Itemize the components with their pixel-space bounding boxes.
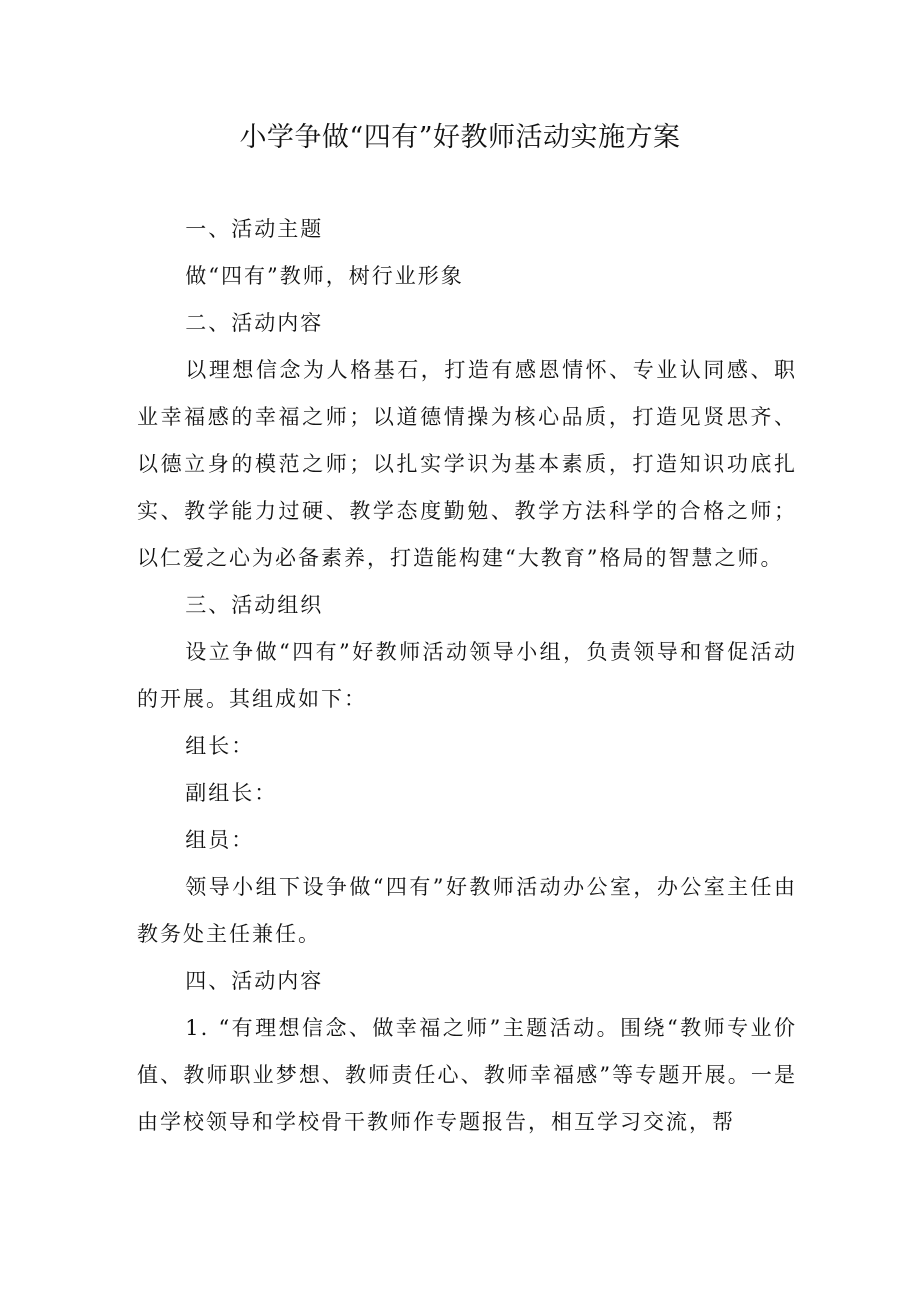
group-leader-line: 组长：: [185, 734, 255, 758]
document-body: [137, 206, 797, 1146]
members-line: 组员：: [185, 828, 255, 852]
section-heading-organization: 三、活动组织: [185, 593, 324, 617]
theme-text: 做“四有”教师，树行业形象: [185, 264, 464, 288]
office-paragraph: 领导小组下设争做“四有”好教师活动办公室，办公室主任由教务处主任兼任。: [137, 875, 797, 946]
section-heading-theme: 一、活动主题: [185, 217, 324, 241]
section-heading-content: 二、活动内容: [185, 311, 324, 335]
document-title: 小学争做“四有”好教师活动实施方案: [239, 122, 681, 153]
section-heading-activities: 四、活动内容: [185, 969, 324, 993]
organization-paragraph: 设立争做“四有”好教师活动领导小组，负责领导和督促活动的开展。其组成如下：: [137, 640, 797, 711]
activity-item-1: 1. “有理想信念、做幸福之师”主题活动。围绕“教师专业价值、教师职业梦想、教师责任心、教师幸福感”等专题开展。一是由学校领导和学校骨干教师作专题报告，相互学习交流，帮: [137, 1016, 797, 1134]
content-paragraph: 以理想信念为人格基石，打造有感恩情怀、专业认同感、职业幸福感的幸福之师；以道德情操为核心品质，打造见贤思齐、以德立身的模范之师；以扎实学识为基本素质，打造知识功底扎实、教学能力过硬、教学态度勤勉、教学方法科学的合格之师；以仁爱之心为必备素养，打造能构建“大教育”格局的智慧之师。: [137, 358, 797, 570]
deputy-leader-line: 副组长：: [185, 781, 278, 805]
